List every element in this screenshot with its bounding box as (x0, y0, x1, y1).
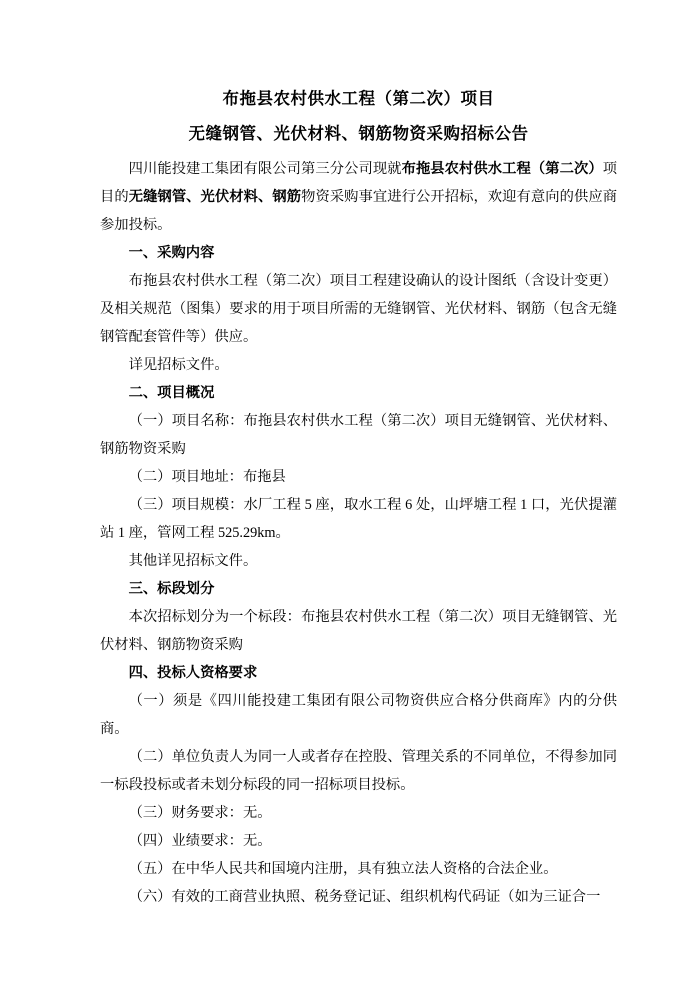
section-4-paragraph-3: （三）财务要求：无。 (128, 805, 272, 821)
section-4-paragraph-5: （五）在中华人民共和国境内注册，具有独立法人资格的合法企业。 (128, 861, 558, 877)
section-4-paragraph-1: （一）须是《四川能投建工集团有限公司物资供应合格分供商库》内的分供商。 (100, 693, 617, 737)
section-2-paragraph-3: （三）项目规模：水厂工程 5 座，取水工程 6 处，山坪塘工程 1 口，光伏提灌站 1 座，管网工程 525.29km。 (100, 497, 617, 541)
intro-run-3: 项目的 (100, 161, 618, 205)
section-4-paragraph-4: （四）业绩要求：无。 (128, 833, 272, 849)
section-1-heading: 一、采购内容 (128, 245, 215, 261)
section-2-paragraph-1: （一）项目名称：布拖县农村供水工程（第二次）项目无缝钢管、光伏材料、钢筋物资采购 (100, 413, 617, 457)
intro-run-2-bold: 布拖县农村供水工程（第二次） (401, 161, 603, 177)
intro-run-1: 四川能投建工集团有限公司第三分公司现就 (128, 161, 402, 177)
section-4-paragraph-6: （六）有效的工商营业执照、税务登记证、组织机构代码证（如为三证合一 (128, 889, 601, 905)
section-project-overview (100, 379, 617, 575)
section-2-paragraph-2: （二）项目地址：布拖县 (128, 469, 286, 485)
intro-paragraph (100, 155, 617, 239)
document-title-line2: 无缝钢管、光伏材料、钢筋物资采购招标公告 (188, 124, 529, 143)
section-1-paragraph-1: 布拖县农村供水工程（第二次）项目工程建设确认的设计图纸（含设计变更）及相关规范（图集）要求的用于项目所需的无缝钢管、光伏材料、钢筋（包含无缝钢管配套管件等）供应。 (100, 273, 617, 345)
intro-run-4-bold: 无缝钢管、光伏材料、钢筋 (128, 189, 302, 205)
section-2-heading: 二、项目概况 (128, 385, 215, 401)
document-title-line1: 布拖县农村供水工程（第二次）项目 (222, 89, 495, 108)
section-bid-lots (100, 575, 617, 659)
section-1-paragraph-2: 详见招标文件。 (128, 357, 229, 373)
section-4-paragraph-2: （二）单位负责人为同一人或者存在控股、管理关系的不同单位，不得参加同一标段投标或者未划分标段的同一招标项目投标。 (100, 749, 617, 793)
section-3-heading: 三、标段划分 (128, 581, 215, 597)
section-3-paragraph-1: 本次招标划分为一个标段：布拖县农村供水工程（第二次）项目无缝钢管、光伏材料、钢筋物资采购 (100, 609, 617, 653)
section-bidder-qualifications (100, 659, 617, 911)
intro-run-5: 物资采购事宜进行公开招标，欢迎有意向的供应商参加投标。 (100, 189, 618, 233)
section-2-paragraph-4: 其他详见招标文件。 (128, 553, 258, 569)
section-4-heading: 四、投标人资格要求 (128, 665, 258, 681)
section-procurement-content (100, 239, 617, 379)
